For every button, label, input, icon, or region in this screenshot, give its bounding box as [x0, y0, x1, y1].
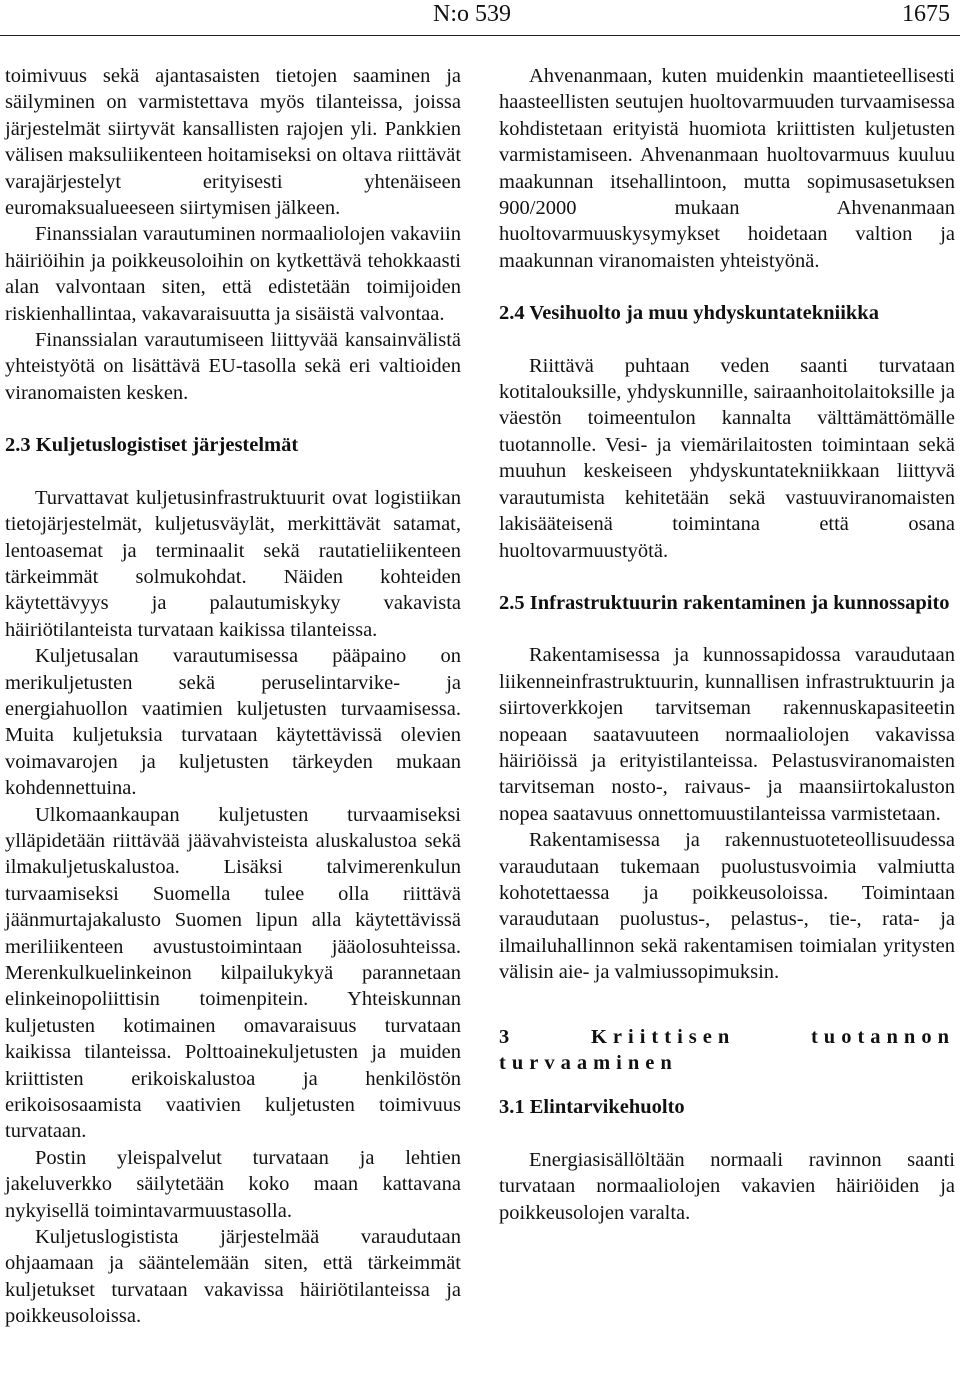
paragraph: toimivuus sekä ajantasaisten tietojen saaminen ja säilyminen on varmistettava myös tilanteissa, joissa järjestelmät siirtyvät kansallisten rajojen yli. Pankkien välisen maksuliikenteen hoitamiseksi on oltava riittävät varajärjestelyt erityisesti yhtenäiseen euromaksualueeseen siirtymisen jälkeen. [5, 65, 462, 220]
paragraph: Rakentamisessa ja kunnossapidossa varaudutaan liikenneinfrastruktuurin, kunnallisen infrastruktuurin ja siirtoverkkojen tarvitseman rakennuskapasiteetin nopeaan saatavuuteen normaaliolojen vakavissa häiriöissä ja erityistilanteissa. Pelastusviranomaisten tarvitseman nosto-, raivaus- ja maansiirtokaluston nopea saatavuus onnettomuustilanteissa varmistetaan. [499, 644, 955, 825]
right-column [499, 63, 955, 1226]
paragraph: Rakentamisessa ja rakennustuoteteollisuudessa varaudutaan tukemaan puolustusvoimia valmiutta kohotettaessa ja poikkeusoloissa. Toimintaan varaudutaan puolustus-, pelastus-, tie-, rata- ja ilmailuhallinnon sekä rakentamisen toimialan yritysten välisin aie- ja valmiussopimuksin. [499, 829, 955, 984]
paragraph: Postin yleispalvelut turvataan ja lehtien jakeluverkko säilytetään koko maan kattavana nykyisellä toimintavarmuustasolla. [5, 1146, 461, 1222]
paragraph: Energiasisällöltään normaali ravinnon saanti turvataan normaaliolojen vakavien häiriöiden ja poikkeusolojen varalta. [499, 1148, 955, 1224]
paragraph: Finanssialan varautuminen normaaliolojen vakaviin häiriöihin ja poikkeusoloihin on kytkettävä tehokkaasti alan valvontaan siten, että edistetään toimijoiden riskienhallintaa, vakavaraisuutta ja sisäistä valvontaa. [5, 223, 461, 325]
paragraph: Kuljetuslogistista järjestelmää varaudutaan ohjaamaan ja sääntelemään siten, että tärkeimmät kuljetukset turvataan vakavissa häiriötilanteissa ja poikkeusoloissa. [5, 1226, 461, 1328]
section-heading-2-5: 2.5 Infrastruktuurin rakentaminen ja kunnossapito [499, 591, 950, 614]
paragraph: Riittävä puhtaan veden saanti turvataan kotitalouksille, yhdyskunnille, sairaanhoitolaitoksille ja väestön toimeentulon kannalta välttämättömälle tuotannolle. Vesi- ja viemärilaitosten toimintaan sekä muuhun keskeiseen yhdyskuntatekniikkaan liittyvä varautumista kehitetään sekä vastuuviranomaisten lakisääteisenä toimintana että osana huoltovarmuustyötä. [499, 354, 955, 562]
issue-number: N:o 539 [433, 1, 511, 27]
page-header [0, 0, 960, 30]
section-heading-2-3: 2.3 Kuljetuslogistiset järjestelmät [5, 434, 299, 457]
section-heading-2-4: 2.4 Vesihuolto ja muu yhdyskuntatekniikka [499, 302, 879, 325]
paragraph: Kuljetusalan varautumisessa pääpaino on merikuljetusten sekä peruselintarvike- ja energiahuollon vaatimien kuljetusten turvaamisessa. Muita kuljetuksia turvataan käytettävissä olevien voimavarojen ja kuljetusten tärkeyden mukaan kohdennettuina. [5, 645, 461, 800]
paragraph: Turvattavat kuljetusinfrastruktuurit ovat logistiikan tietojärjestelmät, kuljetusväylät, merkittävät satamat, lentoasemat ja terminaalit sekä rautatieliikenteen tärkeimmät solmukohdat. Näiden kohteiden käytettävyys ja palautumiskyky vakavista häiriötilanteista turvataan kaikissa tilanteissa. [5, 486, 461, 641]
paragraph: Finanssialan varautumiseen liittyvää kansainvälistä yhteistyötä on lisättävä EU-tasolla sekä eri valtioiden viranomaisten kesken. [5, 329, 461, 404]
chapter-heading-3: 3 Kriittisen tuotannon turvaaminen [499, 1025, 955, 1074]
page-number: 1675 [902, 1, 950, 27]
header-rule [0, 35, 960, 36]
left-column [5, 63, 461, 1330]
paragraph: Ahvenanmaan, kuten muidenkin maantieteellisesti haasteellisten seutujen huoltovarmuuden turvaamisessa kohdistetaan erityistä huomiota kriittisten kuljetusten varmistamiseen. Ahvenanmaan huoltovarmuus kuuluu maakunnan itsehallintoon, mutta sopimusasetuksen 900/2000 mukaan Ahvenanmaan huoltovarmuuskysymykset hoidetaan valtion ja maakunnan viranomaisten yhteistyönä. [499, 65, 955, 272]
section-heading-3-1: 3.1 Elintarvikehuolto [499, 1096, 685, 1119]
paragraph: Ulkomaankaupan kuljetusten turvaamiseksi ylläpidetään riittävää jäävahvisteista aluskalustoa sekä ilmakuljetuskalustoa. Lisäksi talvimerenkulun turvaamiseksi Suomella tulee olla riittävä jäänmurtajakalusto Suomen lipun alla käytettävissä meriliikenteen avustustoimintaan jääolosuhteissa. Merenkulkuelinkeinon kilpailukykyä parannetaan elinkeinopoliittisin toimenpitein. Yhteiskunnan kuljetusten kotimainen omavaraisuus turvataan kaikissa tilanteissa. Polttoainekuljetusten ja muiden kriittisten erikoiskalustoa ja henkilöstön erikoisosaamista vaativien kuljetusten toimivuus turvataan. [5, 803, 461, 1143]
